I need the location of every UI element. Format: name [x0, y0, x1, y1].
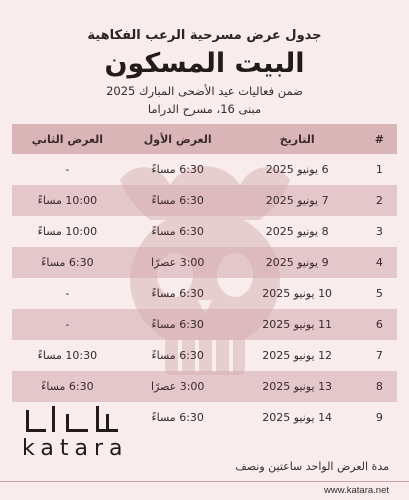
footer-divider [0, 481, 409, 482]
row-date: 14 يونيو 2025 [262, 411, 333, 424]
website-url: www.katara.net [324, 485, 389, 496]
row-date: 6 يونيو 2025 [265, 163, 329, 176]
row-date: 13 يونيو 2025 [233, 371, 362, 402]
page-supertitle: جدول عرض مسرحية الرعب الفكاهية [87, 28, 322, 43]
table-row [12, 278, 397, 309]
row-num: 6 [362, 309, 397, 340]
table-row [12, 340, 397, 371]
row-num: 1 [375, 163, 383, 176]
katara-logo [22, 402, 129, 472]
table-row [12, 309, 397, 340]
row-show1: 6:30 مساءً [123, 185, 233, 216]
table-row [12, 371, 397, 402]
row-show1: 6:30 مساءً [151, 163, 204, 176]
row-show1: 6:30 مساءً [151, 411, 204, 424]
table-row [12, 185, 397, 216]
row-date: 7 يونيو 2025 [233, 185, 362, 216]
header-show2: العرض الثاني [12, 124, 123, 154]
schedule-table [12, 124, 397, 433]
row-num: 4 [362, 247, 397, 278]
event-subtitle: ضمن فعاليات عيد الأضحى المبارك 2025 [106, 84, 303, 98]
row-date: 8 يونيو 2025 [265, 225, 329, 238]
row-show2: - [65, 163, 70, 176]
row-date: 12 يونيو 2025 [262, 349, 333, 362]
show-duration-note: مدة العرض الواحد ساعتين ونصف [235, 460, 389, 473]
row-num: 8 [362, 371, 397, 402]
row-show1: 6:30 مساءً [123, 309, 233, 340]
table-row [12, 247, 397, 278]
row-show1: 6:30 مساءً [151, 225, 204, 238]
row-date: 11 يونيو 2025 [233, 309, 362, 340]
row-show2: 10:00 مساءً [37, 225, 98, 238]
row-show2: 10:30 مساءً [37, 349, 98, 362]
row-num: 7 [375, 349, 383, 362]
header-num: # [362, 124, 397, 154]
row-show2: 6:30 مساءً [12, 247, 123, 278]
row-num: 2 [362, 185, 397, 216]
header-show1: العرض الأول [123, 124, 233, 154]
row-num: 3 [375, 225, 383, 238]
row-date: 10 يونيو 2025 [262, 287, 333, 300]
row-show2: 6:30 مساءً [12, 371, 123, 402]
row-show2: 10:00 مساءً [12, 185, 123, 216]
row-show1: 6:30 مساءً [151, 349, 204, 362]
row-num: 9 [375, 411, 383, 424]
table-row [12, 216, 397, 247]
row-show1: 3:00 عصرًا [123, 371, 233, 402]
row-show1: 3:00 عصرًا [123, 247, 233, 278]
table-row [12, 154, 397, 185]
header-date: التاريخ [233, 124, 362, 154]
row-num: 5 [375, 287, 383, 300]
row-show1: 6:30 مساءً [151, 287, 204, 300]
row-show2: - [65, 287, 70, 300]
table-header-row [12, 124, 397, 154]
page-title: البيت المسكون [104, 48, 305, 79]
katara-english-logo: katara [22, 436, 129, 461]
row-date: 9 يونيو 2025 [233, 247, 362, 278]
venue-text: مبنى 16، مسرح الدراما [147, 102, 262, 116]
row-show2: - [12, 309, 123, 340]
katara-arabic-logo [22, 402, 122, 434]
